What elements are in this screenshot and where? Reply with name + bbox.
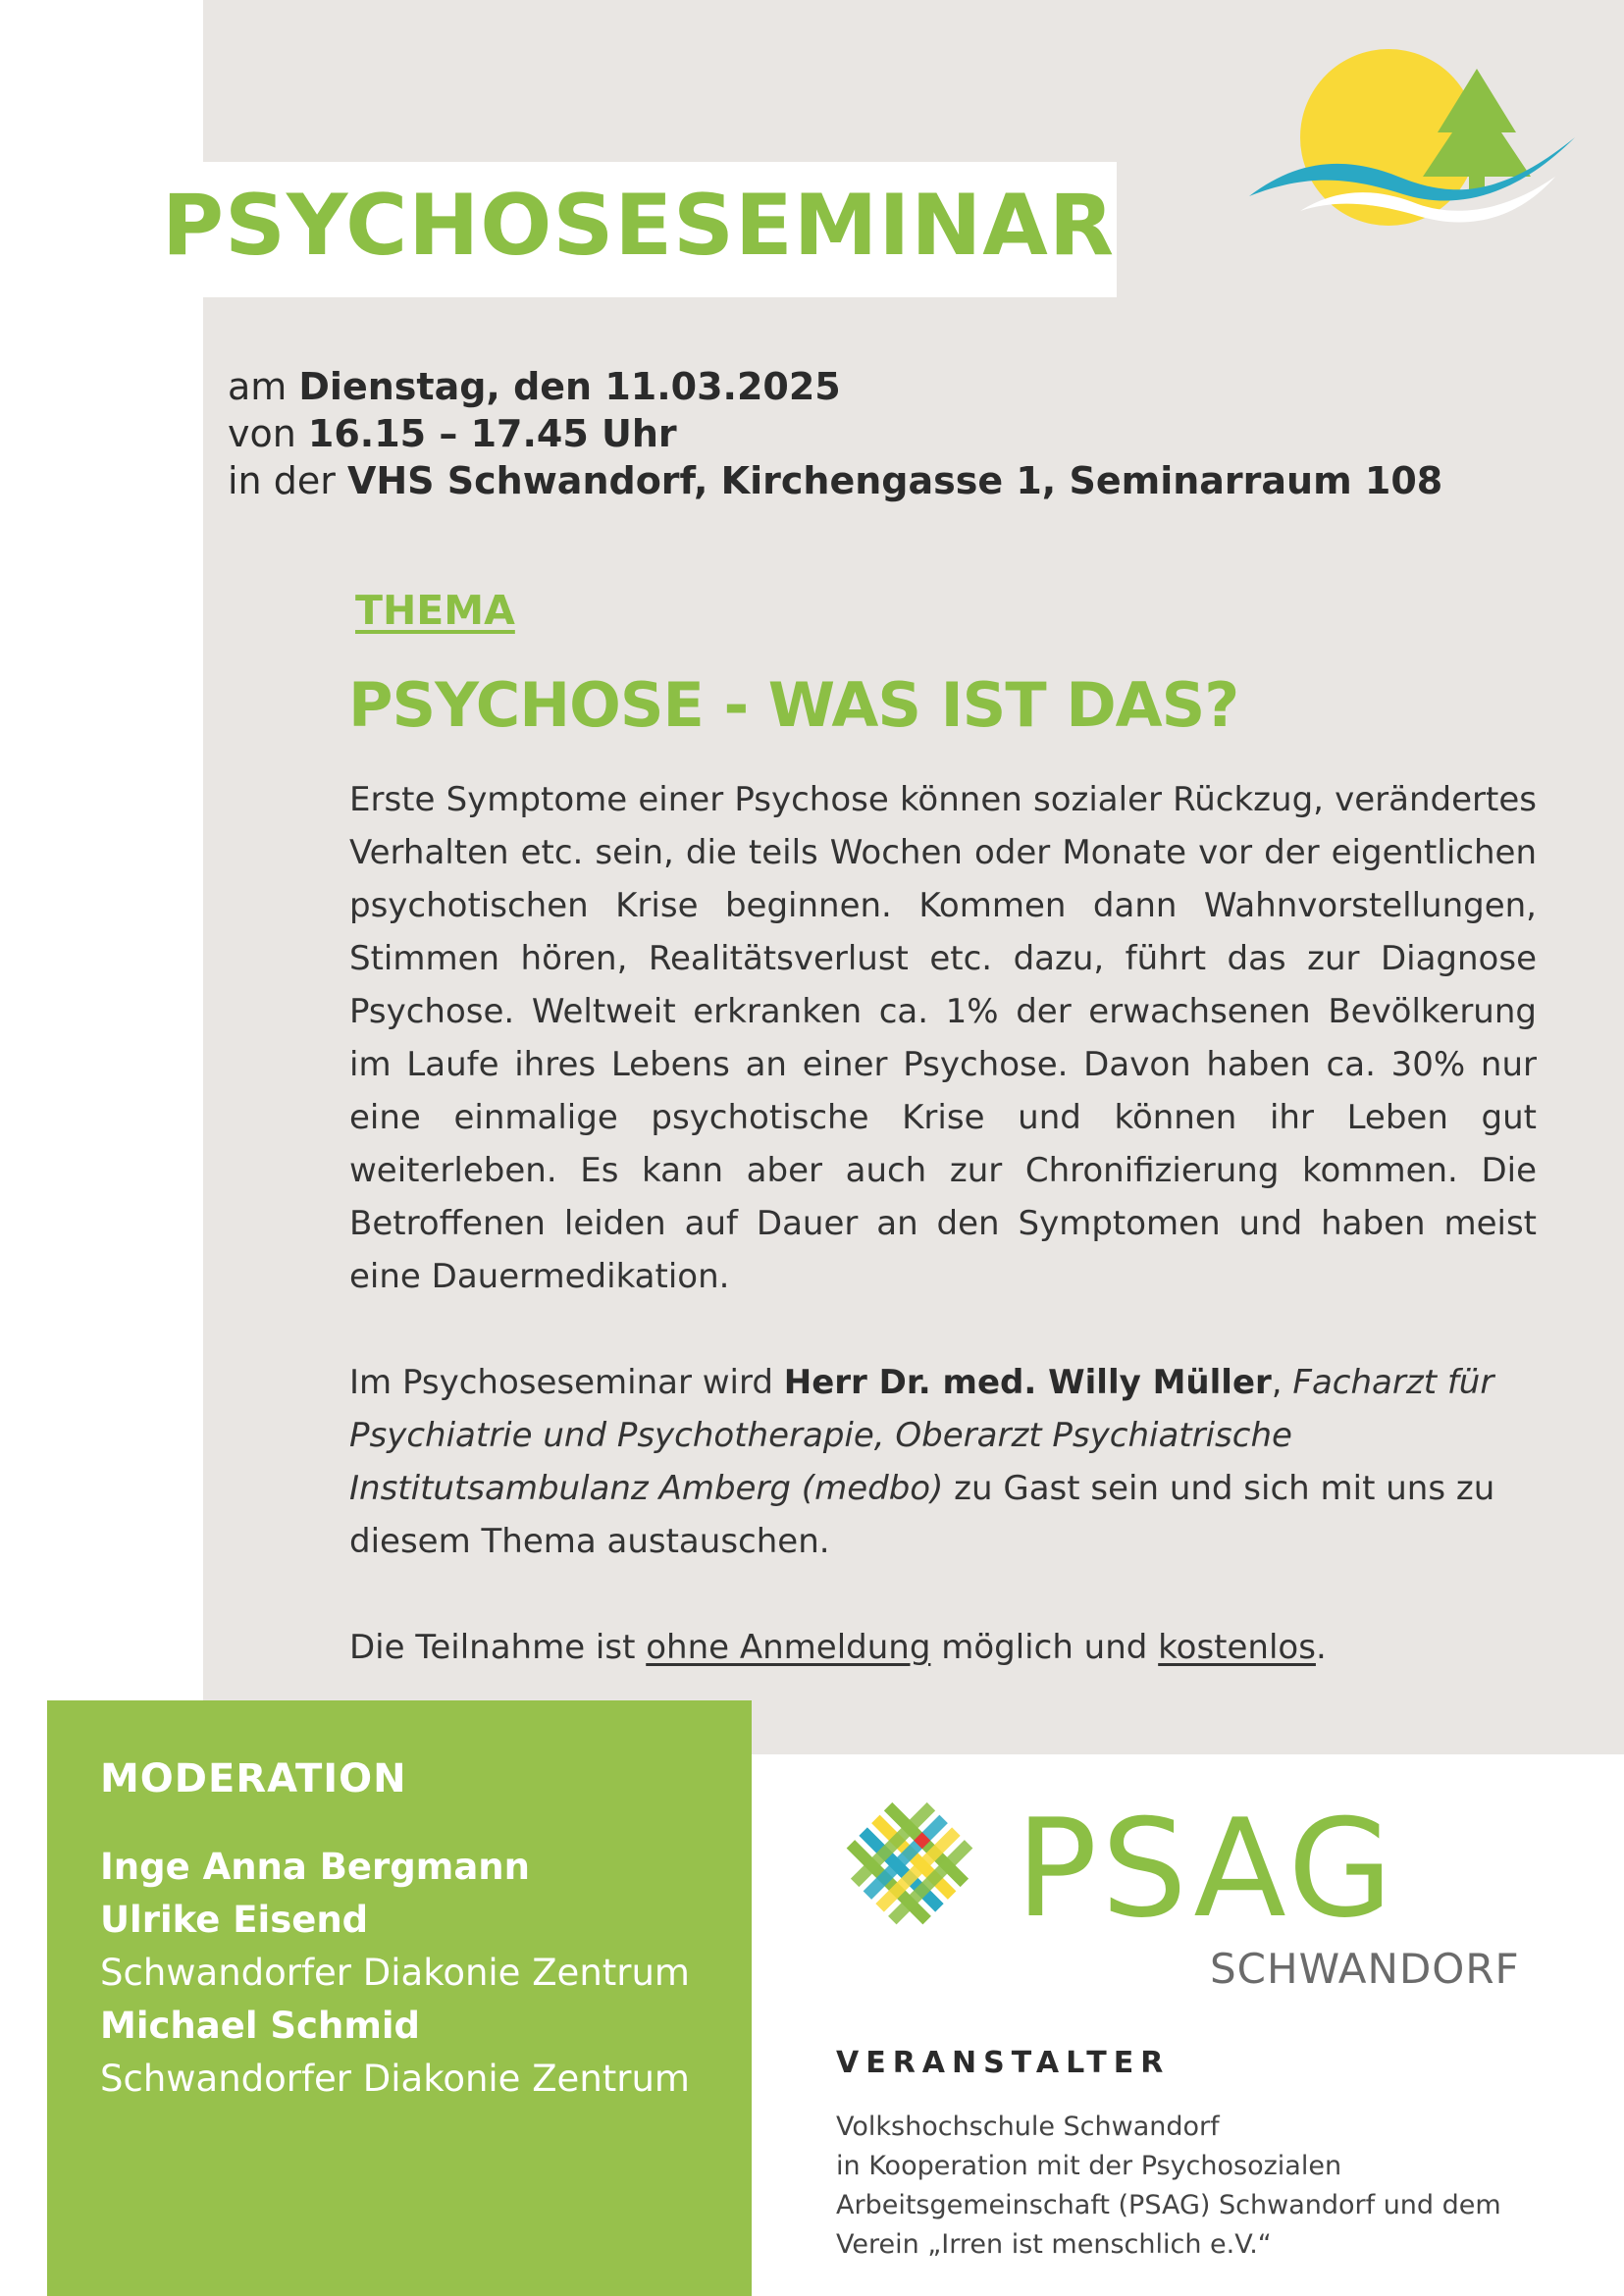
participation-end: . [1315,1628,1327,1667]
organizer-line: Volkshochschule Schwandorf [836,2112,1220,2142]
moderation-title: MODERATION [100,1756,407,1801]
vhs-logo-icon [1241,39,1585,245]
date-prefix: am [228,365,299,408]
topic-headline: PSYCHOSE - WAS IST DAS? [348,669,1239,741]
thema-label: THEMA [355,587,515,634]
event-date [228,363,1442,410]
organizer-line: Verein „Irren ist menschlich e.V.“ [836,2229,1272,2260]
event-location [228,457,1442,504]
speaker-intro: Im Psychoseseminar wird [349,1363,784,1402]
paragraph-speaker [349,1356,1537,1568]
speaker-name: Herr Dr. med. Willy Müller [783,1363,1272,1402]
moderator-name: Ulrike Eisend [100,1899,369,1941]
psag-logo-icon [846,1798,1032,1925]
location-prefix: in der [228,459,347,502]
paragraph-symptoms: Erste Symptome einer Psychose können sozialer Rückzug, verändertes Verhalten etc. sein, die teils Wochen oder Monate vor der eigentlichen psychotischen Krise beginnen. Kommen dann Wahnvorstellungen, Stimmen hören, Realitätsverlust etc. dazu, führt das zur Diagnose Psychose. Weltweit erkranken ca. 1% der erwachsenen Bevölkerung im Laufe ihres Lebens an einer Psychose. Davon haben ca. 30% nur eine einmalige psychotische Krise und können ihr Leben gut weiterleben. Es kann aber auch zur Chronifizierung kommen. Die Betroffenen leiden auf Dauer an den Symptomen und haben meist eine Dauermedikation. [349,780,1537,1296]
time-prefix: von [228,412,308,455]
psag-wordmark: PSAG [1016,1790,1397,1948]
participation-mid: möglich und [930,1628,1159,1667]
participation-intro: Die Teilnahme ist [349,1628,647,1667]
organizer-line: Arbeitsgemeinschaft (PSAG) Schwandorf und dem [836,2190,1501,2220]
free-of-charge-text: kostenlos [1158,1628,1316,1667]
page-title: PSYCHOSESEMINAR [162,177,1116,275]
time-value: 16.15 – 17.45 Uhr [307,412,677,455]
body-text [349,773,1537,1727]
moderator-organization: Schwandorfer Diakonie Zentrum [100,2058,690,2100]
event-time [228,410,1442,457]
organizer-title: VERANSTALTER [836,2046,1171,2080]
speaker-comma: , [1271,1363,1293,1402]
location-value: VHS Schwandorf, Kirchengasse 1, Seminarraum 108 [346,459,1443,502]
psag-subtitle: SCHWANDORF [1210,1945,1520,1993]
speaker-role: Facharzt für Psychiatrie und Psychotherapie, Oberarzt Psychiatrische Institutsambulanz Amberg (medbo) [349,1363,1494,1508]
organizer-line: in Kooperation mit der Psychosozialen [836,2151,1342,2181]
speaker-outro: zu Gast sein und sich mit uns zu diesem Thema austauschen. [349,1469,1495,1561]
paragraph-participation [349,1621,1537,1674]
no-registration-text: ohne Anmeldung [646,1628,931,1667]
moderator-name: Inge Anna Bergmann [100,1846,530,1888]
moderation-list [100,1841,690,2106]
moderator-name: Michael Schmid [100,2005,421,2047]
organizer-text [836,2108,1501,2265]
event-info [228,363,1442,504]
date-value: Dienstag, den 11.03.2025 [298,365,841,408]
moderator-organization: Schwandorfer Diakonie Zentrum [100,1952,690,1994]
